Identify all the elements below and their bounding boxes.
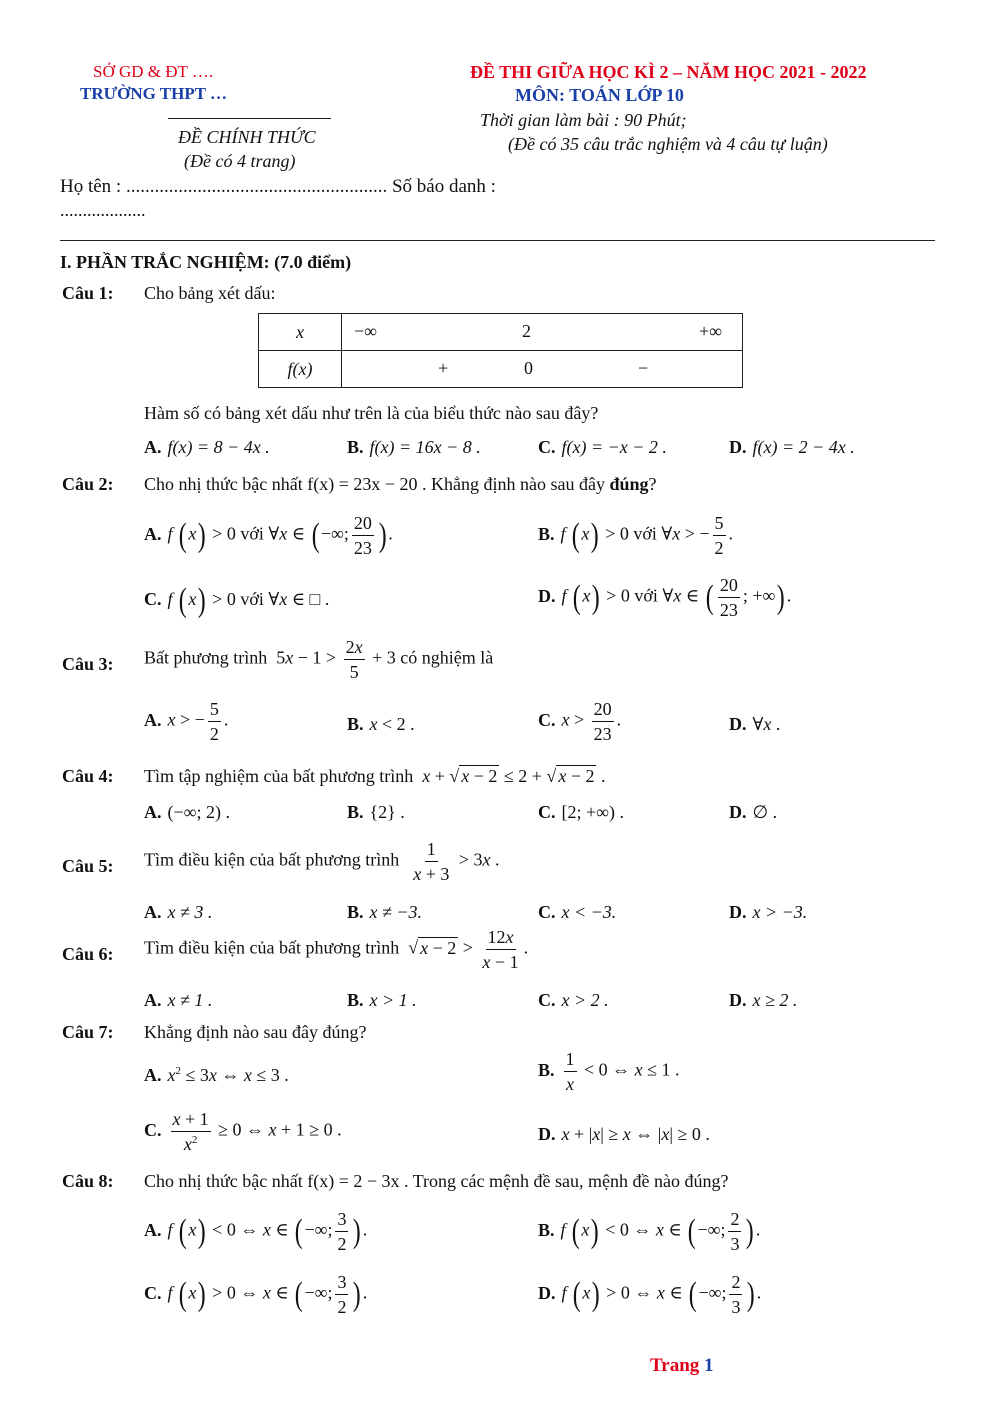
page-count: (Đề có 4 trang) bbox=[184, 151, 296, 171]
footer-page: 1 bbox=[704, 1355, 714, 1376]
table-fx: f(x) bbox=[259, 351, 342, 388]
subject: MÔN: TOÁN LỚP 10 bbox=[515, 85, 684, 105]
official-label: ĐỀ CHÍNH THỨC bbox=[178, 127, 316, 147]
q2-option-d[interactable]: D. f (x) > 0 với ∀x ∈ ( $\frac{20}{23}$ ; +∞). bbox=[538, 575, 792, 620]
q6-option-d[interactable]: D. x ≥ 2 . bbox=[729, 990, 798, 1010]
q8-option-c[interactable]: C. f (x) > 0 ⇔ x ∈ (−∞; $\frac{3}{2}$ ). bbox=[144, 1272, 368, 1317]
q1-option-b[interactable]: B. f(x) = 16x − 8 . bbox=[347, 437, 481, 457]
sign-plus: + bbox=[438, 358, 449, 378]
table-signs bbox=[342, 351, 743, 388]
q3-option-b[interactable]: B. x < 2 . bbox=[347, 714, 415, 734]
q6-option-a[interactable]: A. x ≠ 1 . bbox=[144, 990, 213, 1010]
neg-inf: −∞ bbox=[354, 321, 377, 341]
exam-title: ĐỀ THI GIỮA HỌC KÌ 2 – NĂM HỌC 2021 - 2022 bbox=[470, 62, 867, 82]
table-x: x bbox=[259, 314, 342, 351]
q2-text: Cho nhị thức bậc nhất f(x) = 23x − 20 . Khẳng định nào sau đây đúng? bbox=[144, 474, 657, 494]
q6-option-b[interactable]: B. x > 1 . bbox=[347, 990, 417, 1010]
q4-text: Tìm tập nghiệm của bất phương trình x + √ x − 2 ≤ 2 + √ x − 2 . bbox=[144, 766, 606, 786]
q3-option-c[interactable]: C. x > $\frac{20}{23}$ . bbox=[538, 699, 622, 744]
q5-text: Tìm điều kiện của bất phương trình $\frac{1}{x + 3}$ > 3x . bbox=[144, 839, 500, 884]
exam-time: Thời gian làm bài : 90 Phút; bbox=[480, 110, 687, 130]
sign-zero: 0 bbox=[524, 358, 533, 378]
q1-option-a[interactable]: A. f(x) = 8 − 4x . bbox=[144, 437, 270, 457]
q6-number: Câu 6: bbox=[62, 944, 114, 964]
q4-number: Câu 4: bbox=[62, 766, 114, 786]
q8-option-d[interactable]: D. f (x) > 0 ⇔ x ∈ (−∞; $\frac{2}{3}$ ). bbox=[538, 1272, 762, 1317]
q2-number: Câu 2: bbox=[62, 474, 114, 494]
q5-option-a[interactable]: A. x ≠ 3 . bbox=[144, 902, 213, 922]
student-name-line: Họ tên : ....................................................... Số báo danh : bbox=[60, 176, 496, 197]
q7-option-c[interactable]: C. $\frac{x + 1}{x^2}$ ≥ 0 ⇔ x + 1 ≥ 0 . bbox=[144, 1109, 342, 1154]
root-value: 2 bbox=[522, 321, 531, 341]
q1-text: Cho bảng xét dấu: bbox=[144, 283, 276, 303]
q8-number: Câu 8: bbox=[62, 1171, 114, 1191]
section-title: I. PHẦN TRẮC NGHIỆM: (7.0 điểm) bbox=[60, 252, 352, 272]
q7-option-a[interactable]: A. $x^2 \le 3x$ ⇔ x ≤ 3 . bbox=[144, 1065, 289, 1085]
footer-label: Trang bbox=[650, 1355, 700, 1376]
exam-note: (Đề có 35 câu trắc nghiệm và 4 câu tự luận) bbox=[508, 134, 828, 154]
q2-option-a[interactable]: A. f (x) > 0 với ∀x ∈ (−∞; $\frac{20}{23}$ ). bbox=[144, 513, 393, 558]
q2-option-c[interactable]: C. f (x) > 0 với ∀x ∈ □ . bbox=[144, 582, 330, 619]
table-x-values bbox=[342, 314, 743, 351]
q5-option-b[interactable]: B. x ≠ −3. bbox=[347, 902, 423, 922]
sign-table bbox=[258, 313, 743, 388]
q6-text: Tìm điều kiện của bất phương trình √ x − 2 > $\frac{12x}{x - 1}$ . bbox=[144, 927, 529, 972]
q7-number: Câu 7: bbox=[62, 1022, 114, 1042]
dept-name: SỞ GD & ĐT …. bbox=[93, 62, 214, 81]
q3-option-a[interactable]: A. x > − $\frac{5}{2}$ . bbox=[144, 699, 229, 744]
q2-option-b[interactable]: B. f (x) > 0 với ∀x > − $\frac{5}{2}$ . bbox=[538, 513, 734, 558]
q8-text: Cho nhị thức bậc nhất f(x) = 2 − 3x . Trong các mệnh đề sau, mệnh đề nào đúng? bbox=[144, 1171, 729, 1191]
page-footer bbox=[650, 1355, 714, 1377]
q3-number: Câu 3: bbox=[62, 654, 114, 674]
q1-number: Câu 1: bbox=[62, 283, 114, 303]
q5-option-d[interactable]: D. x > −3. bbox=[729, 902, 808, 922]
q8-option-a[interactable]: A. f (x) < 0 ⇔ x ∈ (−∞; $\frac{3}{2}$ ). bbox=[144, 1209, 368, 1254]
q7-option-b[interactable]: B. $\frac{1}{x}$ < 0 ⇔ x ≤ 1 . bbox=[538, 1049, 680, 1094]
q6-option-c[interactable]: C. x > 2 . bbox=[538, 990, 609, 1010]
q5-option-c[interactable]: C. x < −3. bbox=[538, 902, 617, 922]
q3-text: Bất phương trình 5x − 1 > $\frac{2x}{5}$ + 3 có nghiệm là bbox=[144, 637, 494, 682]
pos-inf: +∞ bbox=[699, 321, 722, 341]
q8-option-b[interactable]: B. f (x) < 0 ⇔ x ∈ (−∞; $\frac{2}{3}$ ). bbox=[538, 1209, 761, 1254]
q3-option-d[interactable]: D. ∀x . bbox=[729, 714, 781, 734]
q5-number: Câu 5: bbox=[62, 856, 114, 876]
q7-option-d[interactable]: D. x + |x| ≥ x ⇔ |x| ≥ 0 . bbox=[538, 1124, 710, 1144]
q1-text2: Hàm số có bảng xét dấu như trên là của biểu thức nào sau đây? bbox=[144, 403, 599, 423]
q1-option-c[interactable]: C. f(x) = −x − 2 . bbox=[538, 437, 667, 457]
student-dots: ................... bbox=[60, 200, 146, 220]
sign-minus: − bbox=[638, 358, 649, 378]
q4-option-d[interactable]: D. ∅ . bbox=[729, 802, 778, 822]
q4-option-a[interactable]: A. (−∞; 2) . bbox=[144, 802, 230, 822]
q4-option-b[interactable]: B. {2} . bbox=[347, 802, 405, 822]
school-name: TRƯỜNG THPT … bbox=[80, 84, 228, 103]
q4-option-c[interactable]: C. [2; +∞) . bbox=[538, 802, 624, 822]
q7-text: Khẳng định nào sau đây đúng? bbox=[144, 1022, 367, 1042]
q1-option-d[interactable]: D. f(x) = 2 − 4x . bbox=[729, 437, 855, 457]
